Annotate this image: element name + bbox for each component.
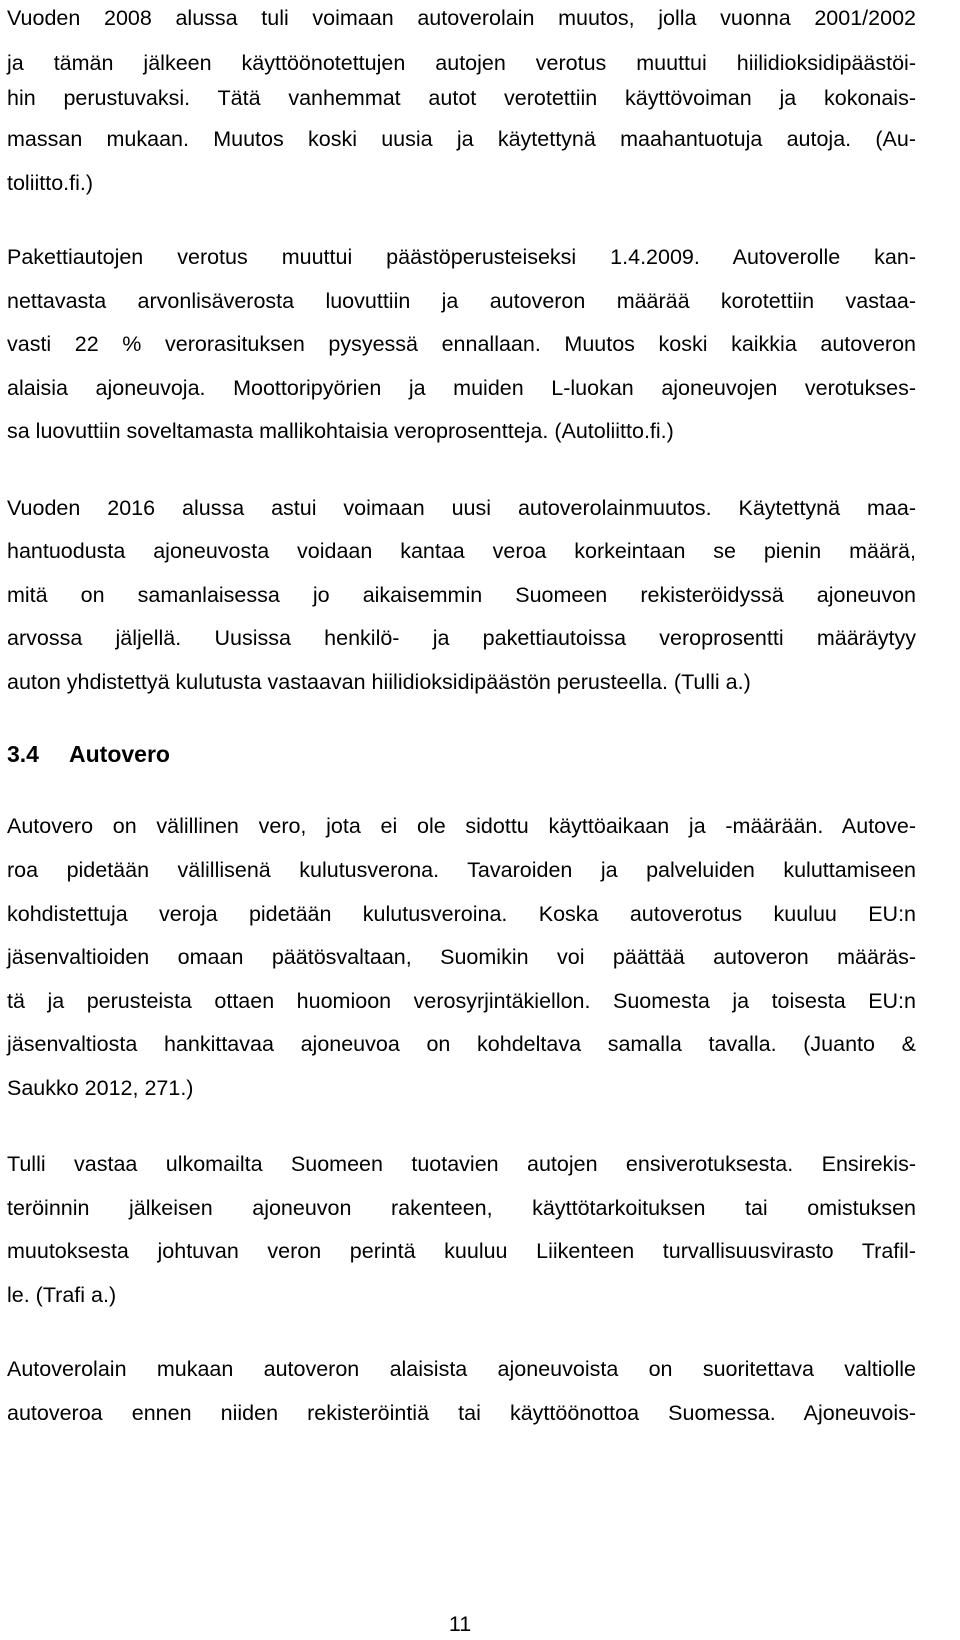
paragraph-6-line-1: Autoverolain mukaan autoveron alaisista ajoneuvoista on suoritettava valtiolle xyxy=(7,1357,916,1381)
paragraph-2-line-5: sa luovuttiin soveltamasta mallikohtaisia veroprosentteja. (Autoliitto.fi.) xyxy=(7,419,674,443)
paragraph-3-line-1: Vuoden 2016 alussa astui voimaan uusi autoverolainmuutos. Käytettynä maa- xyxy=(7,496,916,520)
paragraph-1-line-1: Vuoden 2008 alussa tuli voimaan autoverolain muutos, jolla vuonna 2001/2002 xyxy=(7,6,916,30)
paragraph-2-line-1: Pakettiautojen verotus muuttui päästöperusteiseksi 1.4.2009. Autoverolle kan- xyxy=(7,245,916,269)
paragraph-1-line-4: massan mukaan. Muutos koski uusia ja käytettynä maahantuotuja autoja. (Au- xyxy=(7,127,916,151)
paragraph-4-line-5: tä ja perusteista ottaen huomioon verosyrjintäkiellon. Suomesta ja toisesta EU:n xyxy=(7,989,916,1013)
paragraph-2-line-3: vasti 22 % verorasituksen pysyessä ennallaan. Muutos koski kaikkia autoveron xyxy=(7,332,916,356)
section-title: Autovero xyxy=(69,741,170,767)
section-number: 3.4 xyxy=(7,741,39,767)
paragraph-1-line-5: toliitto.fi.) xyxy=(7,171,94,195)
paragraph-1-line-3: hin perustuvaksi. Tätä vanhemmat autot verotettiin käyttövoiman ja kokonais- xyxy=(7,86,916,110)
paragraph-5-line-1: Tulli vastaa ulkomailta Suomeen tuotavien autojen ensiverotuksesta. Ensirekis- xyxy=(7,1152,916,1176)
paragraph-3-line-3: mitä on samanlaisessa jo aikaisemmin Suomeen rekisteröidyssä ajoneuvon xyxy=(7,583,916,607)
paragraph-4-line-1: Autovero on välillinen vero, jota ei ole sidottu käyttöaikaan ja -määrään. Autove- xyxy=(7,814,916,838)
paragraph-4-line-3: kohdistettuja veroja pidetään kulutusveroina. Koska autoverotus kuuluu EU:n xyxy=(7,902,916,926)
paragraph-5-line-4: le. (Trafi a.) xyxy=(7,1283,117,1307)
paragraph-3-line-5: auton yhdistettyä kulutusta vastaavan hiilidioksidipäästön perusteella. (Tulli a.) xyxy=(7,670,751,694)
paragraph-3-line-4: arvossa jäljellä. Uusissa henkilö- ja pakettiautoissa veroprosentti määräytyy xyxy=(7,626,916,650)
section-heading xyxy=(7,740,170,768)
paragraph-5-line-3: muutoksesta johtuvan veron perintä kuuluu Liikenteen turvallisuusvirasto Trafil- xyxy=(7,1239,916,1263)
paragraph-3-line-2: hantuodusta ajoneuvosta voidaan kantaa veroa korkeintaan se pienin määrä, xyxy=(7,539,916,563)
paragraph-5-line-2: teröinnin jälkeisen ajoneuvon rakenteen, käyttötarkoituksen tai omistuksen xyxy=(7,1196,916,1220)
paragraph-6-line-2: autoveroa ennen niiden rekisteröintiä tai käyttöönottoa Suomessa. Ajoneuvois- xyxy=(7,1401,916,1425)
page-number: 11 xyxy=(448,1612,472,1636)
paragraph-1-line-2: ja tämän jälkeen käyttöönotettujen autojen verotus muuttui hiilidioksidipäästöi- xyxy=(7,51,916,75)
paragraph-4-line-7: Saukko 2012, 271.) xyxy=(7,1076,194,1100)
paragraph-4-line-4: jäsenvaltioiden omaan päätösvaltaan, Suomikin voi päättää autoveron määräs- xyxy=(7,945,916,969)
paragraph-4-line-2: roa pidetään välillisenä kulutusverona. Tavaroiden ja palveluiden kuluttamiseen xyxy=(7,858,916,882)
paragraph-2-line-2: nettavasta arvonlisäverosta luovuttiin ja autoveron määrää korotettiin vastaa- xyxy=(7,289,916,313)
paragraph-4-line-6: jäsenvaltiosta hankittavaa ajoneuvoa on kohdeltava samalla tavalla. (Juanto & xyxy=(7,1032,916,1056)
paragraph-2-line-4: alaisia ajoneuvoja. Moottoripyörien ja muiden L-luokan ajoneuvojen verotukses- xyxy=(7,376,916,400)
